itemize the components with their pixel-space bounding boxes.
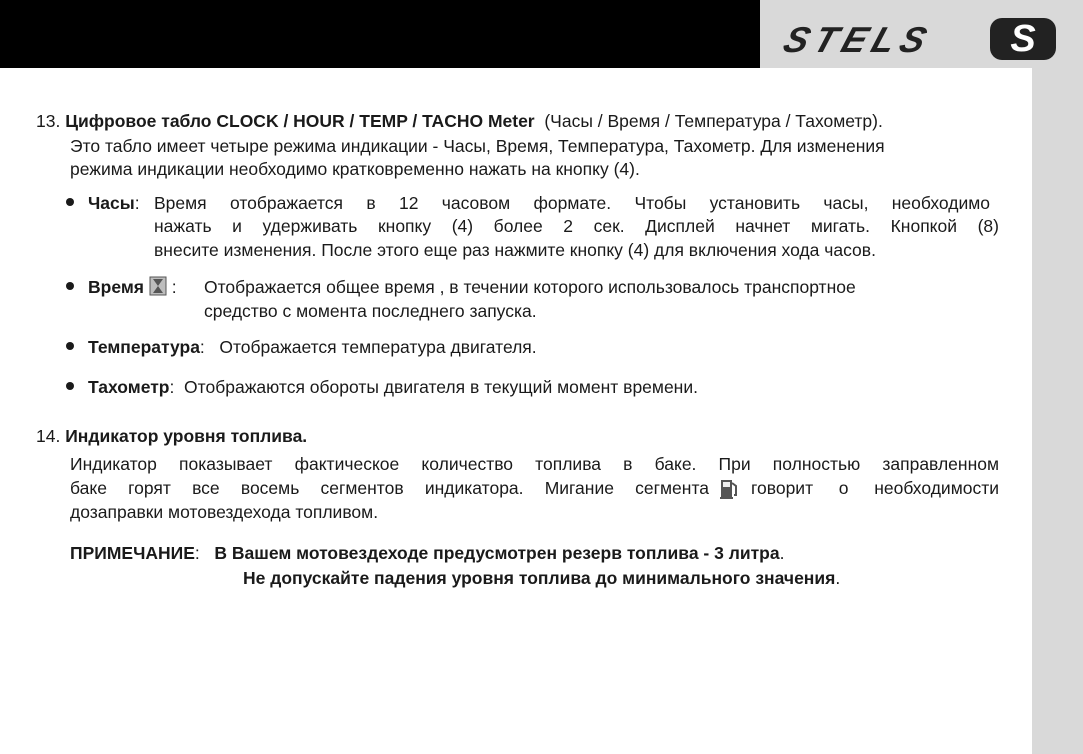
section14-heading: 14. Индикатор уровня топлива. [36, 426, 308, 446]
note-row-1: ПРИМЕЧАНИЕ: В Вашем мотовездеходе предусмотрен резерв топлива - 3 литра. [70, 543, 785, 563]
bullet-dot [66, 282, 74, 290]
stels-logo-icon [760, 0, 1083, 68]
brand-text: STELS [778, 19, 938, 60]
section13-intro-2: режима индикации необходимо кратковременно нажать на кнопку (4). [70, 159, 640, 179]
section13-title-paren: (Часы / Время / Температура / Тахометр). [544, 111, 883, 131]
bullet-dot [66, 342, 74, 350]
bullet-dot [66, 198, 74, 206]
section14-line-1: Индикатор показывает фактическое количество топлива в баке. При полностью заправленном [70, 454, 999, 474]
section13-intro-1: Это табло имеет четыре режима индикации - Часы, Время, Температура, Тахометр. Для изменения [70, 136, 885, 156]
note-row-2: Не допускайте падения уровня топлива до минимального значения. [243, 568, 841, 588]
section13-heading: 13. Цифровое табло CLOCK / HOUR / TEMP / TACHO Meter (Часы / Время / Температура / Тахометр). [36, 111, 883, 131]
section14-line-2a: баке горят все восемь сегментов индикатора. Мигание сегмента [70, 478, 709, 498]
note-line-1: В Вашем мотовездеходе предусмотрен резерв топлива - 3 литра [214, 543, 780, 563]
hourglass-icon [149, 276, 167, 296]
brand-mark: S [1010, 18, 1036, 60]
note-line-2: Не допускайте падения уровня топлива до минимального значения [243, 568, 836, 588]
section13-title: Цифровое табло CLOCK / HOUR / TEMP / TACHO Meter [65, 111, 535, 131]
clock-label-row: Часы: [88, 193, 140, 213]
section14-line-2b: говорит о необходимости [751, 478, 999, 498]
temperature-text: Отображается температура двигателя. [219, 337, 537, 357]
time-line-2: средство с момента последнего запуска. [204, 301, 537, 321]
time-label: Время [88, 277, 144, 297]
temperature-row: Температура: Отображается температура двигателя. [88, 337, 537, 357]
note-label: ПРИМЕЧАНИЕ [70, 543, 195, 563]
tacho-label: Тахометр [88, 377, 170, 397]
time-line-1: Отображается общее время , в течении которого использовалось транспортное [204, 277, 856, 297]
section14-line-2 [70, 476, 999, 500]
clock-line-1: Время отображается в 12 часовом формате. Чтобы установить часы, необходимо [154, 193, 990, 213]
side-strip [1032, 68, 1083, 754]
tacho-text: Отображаются обороты двигателя в текущий момент времени. [184, 377, 698, 397]
clock-label: Часы [88, 193, 135, 213]
clock-line-2: нажать и удерживать кнопку (4) более 2 сек. Дисплей начнет мигать. Кнопкой (8) [154, 216, 999, 236]
tacho-row: Тахометр: Отображаются обороты двигателя в текущий момент времени. [88, 377, 698, 397]
bullet-dot [66, 382, 74, 390]
fuel-pump-icon [719, 476, 739, 500]
clock-line-3: внесите изменения. После этого еще раз нажмите кнопку (4) для включения хода часов. [154, 240, 876, 260]
header-bar [0, 0, 760, 68]
section14-title: Индикатор уровня топлива. [65, 426, 308, 446]
section14-line-3: дозаправки мотовездехода топливом. [70, 502, 379, 522]
time-label-row: Время : [88, 277, 177, 297]
temperature-label: Температура [88, 337, 200, 357]
logo-area [760, 0, 1083, 68]
